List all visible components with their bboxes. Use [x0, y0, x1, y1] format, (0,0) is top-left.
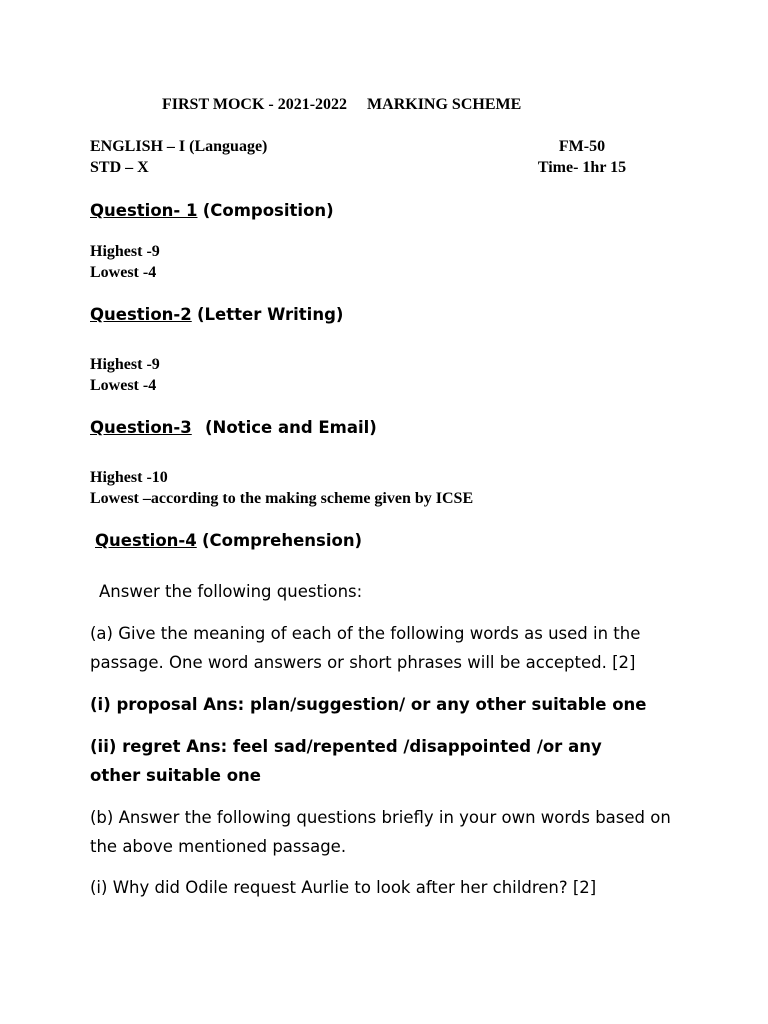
question-2-heading — [90, 304, 343, 326]
page-title — [162, 94, 537, 115]
question-2-topic: (Letter Writing) — [197, 305, 344, 324]
question-2-number: Question-2 — [90, 305, 192, 324]
question-1-number: Question- 1 — [90, 201, 198, 220]
answer-ii: (ii) regret Ans: feel sad/repented /disappointed /or any other suitable one — [90, 737, 602, 785]
standard-label: STD – X — [90, 159, 149, 176]
question-1-highest: Highest -9 — [90, 243, 160, 260]
question-4-part-b: (b) Answer the following questions briefly in your own words based on the above mentioned passage. — [90, 808, 671, 856]
question-2-lowest: Lowest -4 — [90, 377, 157, 394]
exam-name: FIRST MOCK - 2021-2022 — [162, 96, 348, 113]
question-3-lowest: Lowest –according to the making scheme given by ICSE — [90, 490, 474, 507]
answer-i: (i) proposal Ans: plan/suggestion/ or any other suitable one — [90, 695, 647, 714]
question-4-part-b-i: (i) Why did Odile request Aurlie to look after her children? [2] — [90, 878, 597, 897]
question-3-number: Question-3 — [90, 418, 192, 437]
time-label: Time- 1hr 15 — [537, 159, 627, 176]
question-1-topic: (Composition) — [202, 201, 334, 220]
question-2-highest: Highest -9 — [90, 356, 160, 373]
subject-label: ENGLISH – I (Language) — [90, 138, 268, 155]
question-4-topic: (Comprehension) — [202, 531, 363, 550]
question-3-topic: (Notice and Email) — [205, 418, 377, 437]
question-4-heading — [95, 530, 362, 552]
full-marks-label: FM-50 — [558, 138, 606, 155]
question-3-highest: Highest -10 — [90, 469, 168, 486]
question-4-part-a: (a) Give the meaning of each of the following words as used in the passage. One word answers or short phrases will be accepted. [2] — [90, 624, 641, 672]
scheme-label: MARKING SCHEME — [367, 96, 522, 113]
question-4-number: Question-4 — [95, 531, 197, 550]
question-1-heading — [90, 200, 334, 222]
question-1-lowest: Lowest -4 — [90, 264, 157, 281]
question-3-heading — [90, 417, 377, 439]
question-4-instruction: Answer the following questions: — [99, 582, 363, 601]
